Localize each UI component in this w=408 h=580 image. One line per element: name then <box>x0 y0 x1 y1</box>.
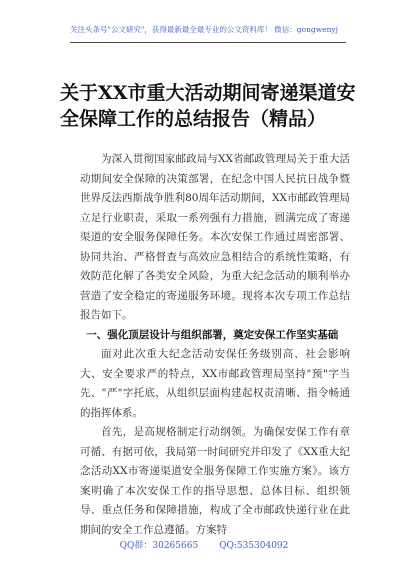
header-banner <box>0 24 408 35</box>
section1-paragraph-2: 首先，是高规格制定行动纲领。为确保安保工作有章可循、有据可依，我局第一时间研究并印发了《XX重大纪念活动XX市寄递渠道安全服务保障工作实施方案》。该方案明确了本次安保工作的指导思想、总体目标、组织领导、重点任务和保障措施，构成了全市邮政快递行业在此期间的安全工作总遵循。方案特 <box>80 426 350 536</box>
header-divider <box>70 42 346 43</box>
document-title <box>60 80 360 132</box>
title-line-2: 全保障工作的总结报告（精品） <box>60 108 327 130</box>
document-body <box>80 150 350 540</box>
footer-qq: QQ:535304092 <box>219 541 289 551</box>
footer-qq-group: QQ群：30265665 <box>119 541 199 551</box>
banner-text: 关注头条号"公文研究"，获得最新最全最专业的公文资料库！ 微信：gongwenyj <box>70 25 338 34</box>
title-line-1: 关于XX市重大活动期间寄递渠道安 <box>60 82 356 104</box>
section1-paragraph-1: 面对此次重大纪念活动安保任务级别高、社会影响大、安全要求严的特点，XX市邮政管理局坚持"预"字当先、"严"字托底，从组织层面构建起权责清晰、指令畅通的指挥体系。 <box>80 348 350 419</box>
footer-contact <box>0 538 408 551</box>
section-heading-1: 一、强化顶层设计与组织部署，奠定安保工作坚实基础 <box>86 328 339 341</box>
intro-paragraph: 为深入贯彻国家邮政局与XX省邮政管理局关于重大活动期间安全保障的决策部署，在纪念中国人民抗日战争暨世界反法西斯战争胜利80周年活动期间，XX市邮政管理局立足行业职责，采取一系列强有力措施，圆满完成了寄递渠道的安全服务保障任务。本次安保工作通过周密部署、协同共治、严格督查与高效应急相结合的系统性策略，有效防范化解了各类安全风险，为重大纪念活动的顺利举办营造了安全稳定的寄递服务环境。现将本次专项工作总结报告如下。 <box>80 153 350 321</box>
